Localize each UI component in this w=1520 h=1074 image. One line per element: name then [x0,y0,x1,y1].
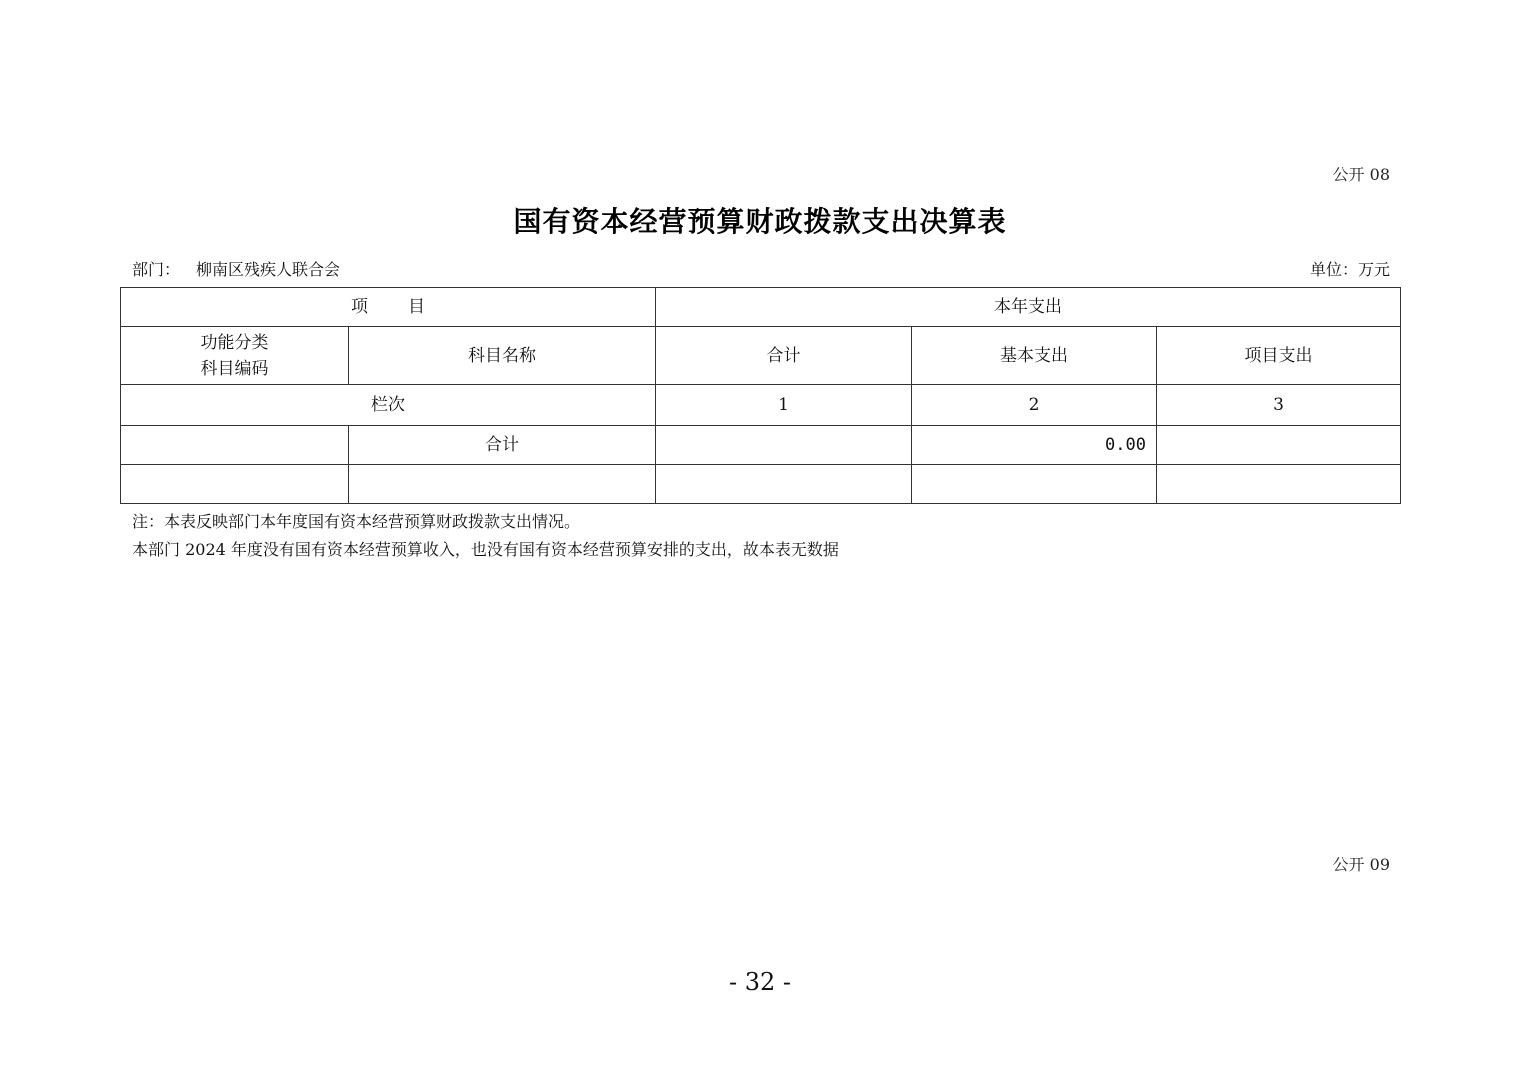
unit-label: 单位：万元 [1309,260,1390,279]
blank-cell [349,465,656,504]
department-info [132,257,340,280]
function-code-header-line1: 功能分类 [200,332,269,353]
note-line-1: 注：本表反映部门本年度国有资本经营预算财政拨款支出情况。 [132,512,581,531]
item-header-text-1: 项 [351,297,368,317]
table-subheader-row [121,327,1401,385]
total-row-name: 合计 [349,426,656,465]
total-row-code [121,426,349,465]
blank-cell [121,465,349,504]
next-page-code-label: 公开 09 [1332,855,1390,874]
notes [132,508,839,564]
report-title: 国有资本经营预算财政拨款支出决算表 [513,205,1007,238]
page-number: - 32 - [728,968,791,996]
total-header: 合计 [656,327,912,385]
column-index-label: 栏次 [121,385,656,426]
basic-expenditure-header: 基本支出 [912,327,1157,385]
total-row-project [1157,426,1401,465]
note-line-2: 本部门 2024 年度没有国有资本经营预算收入，也没有国有资本经营预算安排的支出，故本表无数据 [132,540,839,559]
project-expenditure-header: 项目支出 [1157,327,1401,385]
blank-row [121,465,1401,504]
department-name: 柳南区残疾人联合会 [196,260,341,279]
column-index-2: 2 [912,385,1157,426]
column-index-1: 1 [656,385,912,426]
item-header-text-2: 目 [408,297,425,317]
current-year-expenditure-header: 本年支出 [656,288,1401,327]
blank-cell [656,465,912,504]
column-index-row [121,385,1401,426]
expenditure-table [120,287,1401,504]
table-header-row [121,288,1401,327]
subject-name-header: 科目名称 [349,327,656,385]
total-row-total [656,426,912,465]
page-code-label: 公开 08 [1332,165,1390,184]
column-index-3: 3 [1157,385,1401,426]
blank-cell [1157,465,1401,504]
meta-row [132,257,1390,280]
total-row [121,426,1401,465]
item-header-cell [121,288,656,327]
function-code-header [121,327,349,385]
function-code-header-line2: 科目编码 [200,358,269,379]
department-label: 部门： [132,260,181,279]
total-row-basic: 0.00 [912,426,1157,465]
blank-cell [912,465,1157,504]
